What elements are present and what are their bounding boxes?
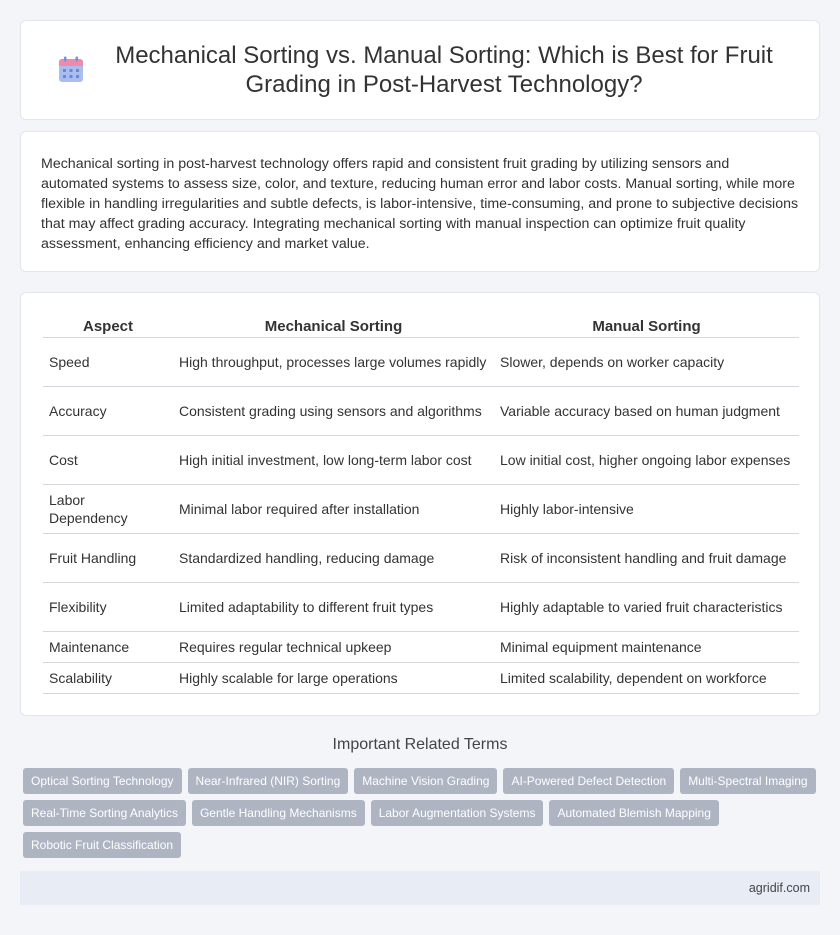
- cell-mechanical: Consistent grading using sensors and algorithms: [173, 387, 494, 436]
- related-term-tag[interactable]: Robotic Fruit Classification: [23, 832, 181, 858]
- related-term-tag[interactable]: Multi-Spectral Imaging: [680, 768, 815, 794]
- cell-mechanical: Requires regular technical upkeep: [173, 632, 494, 663]
- cell-manual: Highly adaptable to varied fruit characteristics: [494, 583, 799, 632]
- comparison-table-card: [20, 292, 820, 716]
- cell-mechanical: Highly scalable for large operations: [173, 663, 494, 694]
- intro-card: [20, 131, 820, 272]
- title-card: [20, 20, 820, 120]
- table-row: [43, 338, 799, 387]
- footer: [20, 871, 820, 905]
- table-header-row: [43, 315, 799, 338]
- cell-aspect: Speed: [43, 338, 173, 387]
- footer-site-link[interactable]: agridif.com: [748, 881, 810, 895]
- calendar-icon: [56, 55, 86, 85]
- cell-manual: Limited scalability, dependent on workforce: [494, 663, 799, 694]
- table-row: [43, 663, 799, 694]
- table-row: [43, 583, 799, 632]
- cell-mechanical: Standardized handling, reducing damage: [173, 534, 494, 583]
- related-term-tag[interactable]: Machine Vision Grading: [354, 768, 497, 794]
- cell-aspect: Scalability: [43, 663, 173, 694]
- cell-manual: Highly labor-intensive: [494, 485, 799, 534]
- table-row: [43, 387, 799, 436]
- cell-aspect: Fruit Handling: [43, 534, 173, 583]
- related-term-tag[interactable]: Real-Time Sorting Analytics: [23, 800, 186, 826]
- table-row: [43, 485, 799, 534]
- related-term-tag[interactable]: Labor Augmentation Systems: [371, 800, 544, 826]
- table-row: [43, 436, 799, 485]
- cell-aspect: Cost: [43, 436, 173, 485]
- cell-manual: Low initial cost, higher ongoing labor expenses: [494, 436, 799, 485]
- cell-manual: Risk of inconsistent handling and fruit damage: [494, 534, 799, 583]
- page-title: Mechanical Sorting vs. Manual Sorting: Which is Best for Fruit Grading in Post-Harvest Technology?: [115, 42, 773, 98]
- table-row: [43, 534, 799, 583]
- cell-aspect: Accuracy: [43, 387, 173, 436]
- cell-manual: Minimal equipment maintenance: [494, 632, 799, 663]
- cell-manual: Slower, depends on worker capacity: [494, 338, 799, 387]
- related-term-tag[interactable]: Automated Blemish Mapping: [549, 800, 718, 826]
- cell-aspect: Flexibility: [43, 583, 173, 632]
- comparison-table: [43, 315, 799, 694]
- title-wrap: [56, 41, 784, 99]
- header-mechanical: Mechanical Sorting: [173, 315, 494, 338]
- related-term-tag[interactable]: Optical Sorting Technology: [23, 768, 182, 794]
- related-terms-heading: Important Related Terms: [332, 736, 508, 753]
- related-term-tag[interactable]: Near-Infrared (NIR) Sorting: [188, 768, 349, 794]
- header-manual: Manual Sorting: [494, 315, 799, 338]
- cell-manual: Variable accuracy based on human judgment: [494, 387, 799, 436]
- header-aspect: Aspect: [43, 315, 173, 338]
- cell-aspect: Labor Dependency: [43, 485, 173, 534]
- related-term-tag[interactable]: AI-Powered Defect Detection: [503, 768, 674, 794]
- table-row: [43, 632, 799, 663]
- related-terms-tags: [23, 768, 823, 858]
- cell-mechanical: Limited adaptability to different fruit types: [173, 583, 494, 632]
- cell-mechanical: High initial investment, low long-term labor cost: [173, 436, 494, 485]
- cell-mechanical: Minimal labor required after installation: [173, 485, 494, 534]
- cell-aspect: Maintenance: [43, 632, 173, 663]
- related-term-tag[interactable]: Gentle Handling Mechanisms: [192, 800, 365, 826]
- intro-paragraph: Mechanical sorting in post-harvest technology offers rapid and consistent fruit grading by utilizing sensors and automated systems to assess size, color, and texture, reducing human error and labor costs. Manual sorting, while more flexible in handling irregularities and subtle defects, is labor-intensive, time-consuming, and prone to subjective decisions that may affect grading accuracy. Integrating mechanical sorting with manual inspection can optimize fruit quality assessment, enhancing efficiency and market value.: [41, 156, 799, 252]
- cell-mechanical: High throughput, processes large volumes rapidly: [173, 338, 494, 387]
